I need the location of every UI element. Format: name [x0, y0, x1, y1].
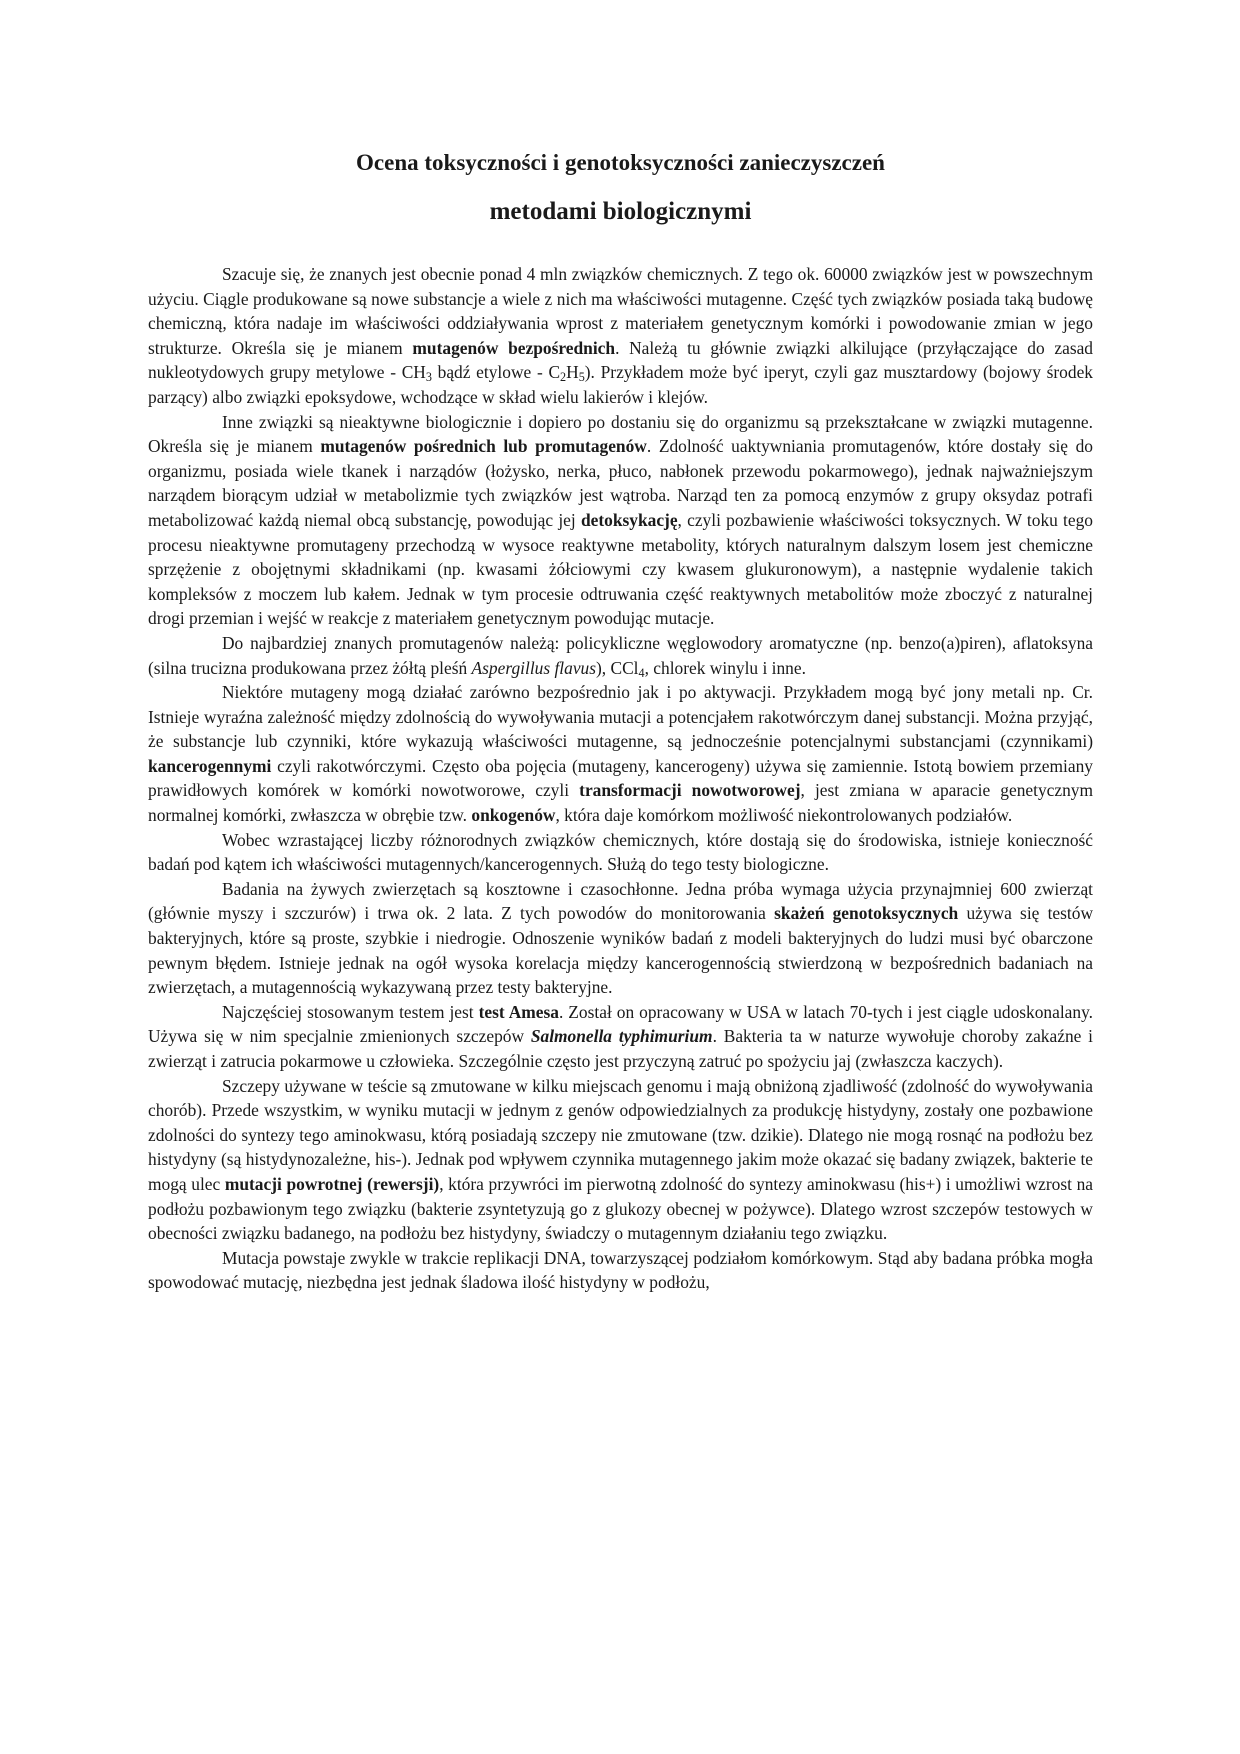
- document-subtitle: metodami biologicznymi: [489, 198, 752, 225]
- subscript: 4: [638, 665, 645, 680]
- text-span: Mutacja powstaje zwykle w trakcie replikacji DNA, towarzyszącej podziałom komórkowym. Stąd aby badana próbka mogła spowodować mutację, niezbędna jest jednak śladowa ilość histydyny w podłożu,: [148, 1247, 1093, 1293]
- text-span: Najczęściej stosowanym testem jest: [222, 1001, 479, 1022]
- paragraph-1: [148, 262, 1093, 410]
- paragraph-3: [148, 631, 1093, 680]
- bold-italic-term: [531, 1026, 713, 1046]
- text-span: ). Przykładem może być iperyt, czyli gaz musztardowy (bojowy środek parzący) albo związki epoksydowe, wchodzące w skład wielu lakierów i klejów.: [148, 362, 1093, 407]
- paragraph-7: [148, 1000, 1093, 1074]
- text-span: . Należą tu głównie związki alkilujące (przyłączające do zasad nukleotydowych grupy metylowe - CH: [148, 337, 1093, 383]
- bold-term: mutagenów pośrednich lub promutagenów: [320, 436, 647, 457]
- bold-term: mutacji powrotnej (rewersji): [224, 1173, 440, 1194]
- paragraph-2: [148, 410, 1093, 631]
- paragraph-8: [148, 1074, 1093, 1246]
- text-span: Badania na żywych zwierzętach są kosztowne i czasochłonne. Jedna próba wymaga użycia przynajmniej 600 zwierząt (głównie myszy i szczurów) i trwa ok. 2 lata. Z tych powodów do monitorowania: [148, 878, 1093, 924]
- paragraph-5: [148, 828, 1093, 877]
- text-span: . Bakteria ta w naturze wywołuje choroby zakaźne i zwierząt i zatrucia pokarmowe u człowieka. Szczególnie często jest przyczyną zatruć po spożyciu jaj (zwłaszcza kaczych).: [148, 1026, 1093, 1071]
- document-page: [148, 148, 1093, 1295]
- bold-term: detoksykację: [580, 509, 678, 530]
- italic-term: Aspergillus flavus: [471, 657, 596, 678]
- text-span: , chlorek winylu i inne.: [644, 657, 806, 678]
- text-span: używa się testów bakteryjnych, które są proste, szybkie i niedrogie. Odnoszenie wyników badań z modeli bakteryjnych do ludzi musi być obarczone pewnym błędem. Istnieje jednak na ogół wysoka korelacja między kancerogennością stwierdzoną w bezpośrednich badaniach na zwierzętach, a mutagennością wykazywaną przez testy bakteryjne.: [148, 903, 1094, 998]
- text-span: ), CCl: [596, 657, 639, 678]
- bold-term: skażeń genotoksycznych: [774, 903, 959, 924]
- text-span: . Zdolność uaktywniania promutagenów, które dostały się do organizmu, posiada wiele tkanek i narządów (łożysko, nerka, płuco, nabłonek przewodu pokarmowego), jednak najważniejszym narządem biorącym udział w metabolizmie tych związków jest wątroba. Narząd ten za pomocą enzymów z grupy oksydaz potrafi metabolizować każdą niemal obcą substancję, powodując jej: [148, 436, 1093, 530]
- text-span: Szacuje się, że znanych jest obecnie ponad 4 mln związków chemicznych. Z tego ok. 60000 związków jest w powszechnym użyciu. Ciągle produkowane są nowe substancje a wiele z nich ma właściwości mutagenne. Część tych związków posiada taką budowę chemiczną, która nadaje im właściwości oddziaływania wprost z materiałem genetycznym komórki i powodowanie zmian w jego strukturze. Określa się je mianem: [148, 264, 1093, 358]
- document-title: Ocena toksyczności i genotoksyczności zanieczyszczeń: [356, 150, 885, 175]
- text-span: H: [566, 362, 579, 383]
- subscript: 5: [578, 370, 585, 385]
- document-body: [148, 262, 1093, 1295]
- text-span: , jest zmiana w aparacie genetycznym normalnej komórki, zwłaszcza w obrębie tzw.: [148, 780, 1093, 826]
- text-span: Niektóre mutageny mogą działać zarówno bezpośrednio jak i po aktywacji. Przykładem mogą być jony metali np. Cr. Istnieje wyraźna zależność między zdolnością do wywoływania mutacji a potencjałem rakotwórczym danej substancji. Można przyjąć, że substancje lub czynniki, które wykazują właściwości mutagenne, są jednocześnie potencjalnymi substancjami (czynnikami): [148, 682, 1093, 752]
- text-span: . Został on opracowany w USA w latach 70-tych i jest ciągle udoskonalany. Używa się w nim specjalnie zmienionych szczepów: [148, 1001, 1094, 1047]
- species-name: Salmonella typhimurium: [530, 1026, 713, 1047]
- paragraph-6: [148, 877, 1093, 1000]
- bold-term: onkogenów: [471, 805, 556, 826]
- text-span: Do najbardziej znanych promutagenów należą: policykliczne węglowodory aromatyczne (np. benzo(a)piren), aflatoksyna (silna trucizna produkowana przez żółtą pleśń: [148, 632, 1093, 678]
- text-span: , która przywróci im pierwotną zdolność do syntezy aminokwasu (his+) i umożliwi wzrost na podłożu pozbawionym tego związku (bakterie zsyntetyzują go z glukozy obecnej w pożywce). Dlatego wzrost szczepów testowych w obecności związku badanego, na podłożu bez histydyny, świadczy o mutagennym działaniu tego związku.: [148, 1173, 1093, 1244]
- bold-term: transformacji nowotworowej: [579, 780, 801, 801]
- bold-term: mutagenów bezpośrednich: [412, 337, 616, 358]
- text-span: , która daje komórkom możliwość niekontrolowanych podziałów.: [555, 805, 1013, 826]
- text-span: bądź etylowe - C: [431, 362, 561, 383]
- paragraph-4: [148, 680, 1093, 828]
- text-span: Inne związki są nieaktywne biologicznie i dopiero po dostaniu się do organizmu są przekształcane w związki mutagenne. Określa się je mianem: [148, 411, 1093, 457]
- text-span: Szczepy używane w teście są zmutowane w kilku miejscach genomu i mają obniżoną zjadliwość (zdolność do wywoływania chorób). Przede wszystkim, w wyniku mutacji w jednym z genów odpowiedzialnych za produkcję histydyny, zostały one pozbawione zdolności do syntezy tego aminokwasu, którą posiadają szczepy nie zmutowane (tzw. dzikie). Dlatego nie mogą rosnąć na podłożu bez histydyny (są histydynozależne, his-). Jednak pod wpływem czynnika mutagennego jakim może okazać się badany związek, bakterie te mogą ulec: [148, 1075, 1093, 1194]
- subscript: 3: [425, 370, 432, 385]
- text-span: , czyli pozbawienie właściwości toksycznych. W toku tego procesu nieaktywne promutageny przechodzą w wysoce reaktywne metabolity, których naturalnym dalszym losem jest chemiczne sprzężenie z obojętnymi składnikami (np. kwasami żółciowymi czy kwasem glukuronowym), a następnie wydalenie takich kompleksów z moczem lub kałem. Jednak w tym procesie odtruwania część reaktywnych metabolitów może zboczyć z naturalnej drogi przemian i wejść w reakcje z materiałem genetycznym powodując mutacje.: [148, 509, 1093, 629]
- paragraph-9: [148, 1246, 1093, 1295]
- subscript: 2: [560, 370, 567, 385]
- bold-term: test Amesa: [478, 1001, 559, 1022]
- bold-term: kancerogennymi: [148, 755, 272, 776]
- text-span: Wobec wzrastającej liczby różnorodnych związków chemicznych, które dostają się do środowiska, istnieje konieczność badań pod kątem ich właściwości mutagennych/kancerogennych. Służą do tego testy biologiczne.: [148, 829, 1093, 875]
- text-span: czyli rakotwórczymi. Często oba pojęcia (mutageny, kancerogeny) używa się zamiennie. Istotą bowiem przemiany prawidłowych komórek w komórki nowotworowe, czyli: [148, 755, 1093, 801]
